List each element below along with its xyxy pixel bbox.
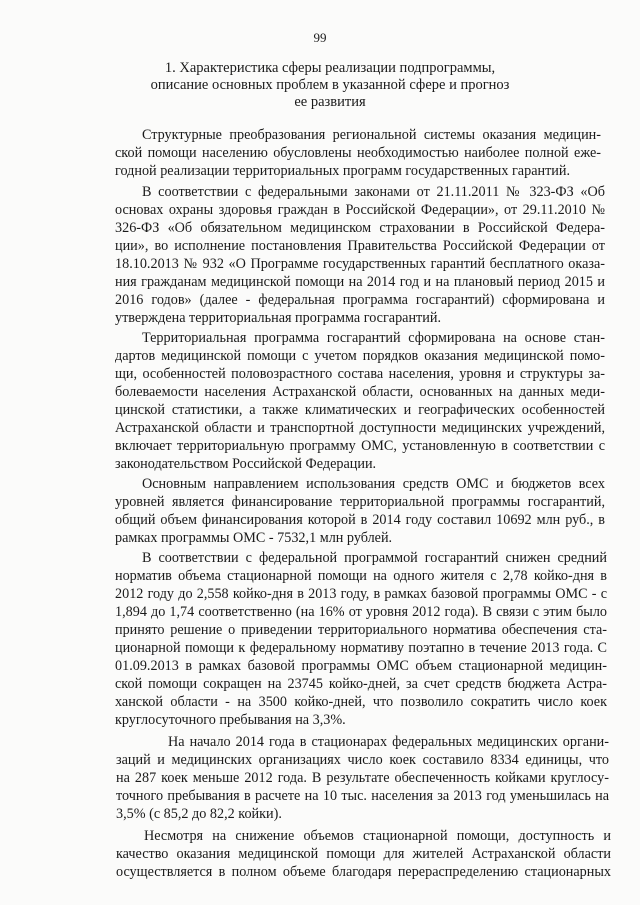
text-line: ции», во исполнение постановления Правительства Российской Федерации от — [115, 238, 605, 254]
section-heading — [120, 60, 540, 111]
text-line: 3,5% (с 85,2 до 82,2 койки). — [116, 806, 282, 822]
text-line: В соответствии с федеральными законами от 21.11.2011 № 323-ФЗ «Об — [142, 184, 605, 200]
text-line: ханской области - на 3500 койко-дней, что позволило сократить число коек — [115, 694, 607, 710]
text-line: на 287 коек меньше 2012 года. В результате обеспеченность койками круглосу- — [116, 770, 609, 786]
text-line: общий объем финансирования которой в 2014 году составил 10692 млн руб., в — [115, 512, 605, 528]
text-line: круглосуточного пребывания на 3,3%. — [115, 712, 346, 728]
text-line: законодательством Российской Федерации. — [115, 456, 377, 472]
text-line: Астраханской области и транспортной доступности медицинских учреждений, — [115, 420, 605, 436]
text-line: На начало 2014 года в стационарах федеральных медицинских органи- — [168, 734, 609, 750]
text-line: качество оказания медицинской помощи для жителей Астраханской области — [116, 846, 611, 862]
text-line: 2012 году до 2,558 койко-дня в 2013 году, в рамках базовой программы ОМС - с — [115, 586, 607, 602]
text-line: 2016 годов» (далее - федеральная программа госгарантий) сформирована и — [115, 292, 605, 308]
text-line: ния гражданам медицинской помощи на 2014 год и на плановый период 2015 и — [115, 274, 605, 290]
text-line: заций и медицинских организациях число коек составило 8334 единицы, что — [116, 752, 609, 768]
text-line: 01.09.2013 в рамках базовой программы ОМС объем стационарной медицин- — [115, 658, 607, 674]
text-line: 326-ФЗ «Об обязательном медицинском страховании в Российской Федера- — [115, 220, 605, 236]
text-line: включает территориальную программу ОМС, установленную в соответствии с — [115, 438, 605, 454]
text-line: Территориальная программа госгарантий сформирована на основе стан- — [142, 330, 605, 346]
heading-line: 1. Характеристика сферы реализации подпрограммы, — [164, 60, 496, 76]
text-line: осуществляется в полном объеме благодаря перераспределению стационарных — [116, 864, 611, 880]
text-line: утверждена территориальная программа госгарантий. — [115, 310, 441, 326]
text-line: болеваемости населения Астраханской области, основанных на данных меди- — [115, 384, 605, 400]
text-line: годной реализации территориальных программ государственных гарантий. — [115, 163, 571, 179]
text-line: 1,894 до 1,74 соответственно (на 16% от уровня 2012 года). В связи с этим было — [115, 604, 607, 620]
text-line: ской помощи сокращен на 23745 койко-дней, за счет средств бюджета Астра- — [115, 676, 607, 692]
text-line: Структурные преобразования региональной системы оказания медицин- — [142, 127, 601, 143]
text-line: ской помощи населению обусловлены необходимостью наиболее полной еже- — [115, 145, 601, 161]
text-line: ционарной помощи к федеральному нормативу поэтапно в течение 2013 года. С — [115, 640, 607, 656]
text-line: цинской статистики, а также климатических и географических особенностей — [115, 402, 605, 418]
text-line: Основным направлением использования средств ОМС и бюджетов всех — [142, 476, 605, 492]
text-line: основах охраны здоровья граждан в Российской Федерации», от 29.11.2010 № — [115, 202, 605, 218]
heading-line: описание основных проблем в указанной сфере и прогноз — [150, 77, 510, 93]
text-line: дартов медицинской помощи с учетом порядков оказания медицинской помо- — [115, 348, 605, 364]
text-line: щи, особенностей половозрастного состава населения, уровня и структуры за- — [115, 366, 605, 382]
text-line: уровней является финансирование территориальной программы госгарантий, — [115, 494, 605, 510]
text-line: рамках программы ОМС - 7532,1 млн рублей. — [115, 530, 393, 546]
text-line: 18.10.2013 № 932 «О Программе государственных гарантий бесплатного оказа- — [115, 256, 605, 272]
text-line: Несмотря на снижение объемов стационарной помощи, доступность и — [144, 828, 611, 844]
text-line: норматив объема стационарной помощи на одного жителя с 2,78 койко-дня в — [115, 568, 607, 584]
text-line: принято решение о приведении территориального норматива обеспечения ста- — [115, 622, 607, 638]
page-number: 99 — [313, 30, 327, 45]
text-line: точного пребывания в расчете на 10 тыс. населения за 2013 год уменьшилась на — [116, 788, 609, 804]
text-line: В соответствии с федеральной программой госгарантий снижен средний — [142, 550, 607, 566]
heading-line: ее развития — [294, 94, 366, 110]
